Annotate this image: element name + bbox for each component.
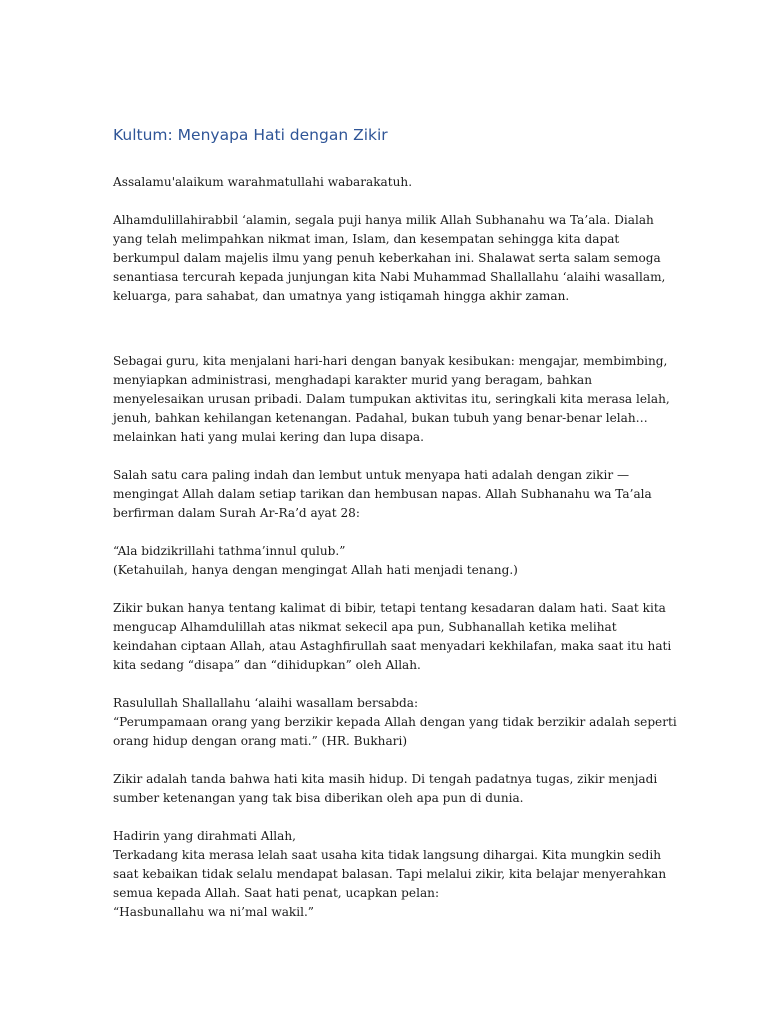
paragraph-line: Zikir adalah tanda bahwa hati kita masih hidup. Di tengah padatnya tugas, zikir menjadi — [113, 772, 658, 786]
paragraph-line: (Ketahuilah, hanya dengan mengingat Allah hati menjadi tenang.) — [113, 563, 518, 577]
paragraph-line: semua kepada Allah. Saat hati penat, ucapkan pelan: — [113, 886, 440, 900]
paragraph-line: menyiapkan administrasi, menghadapi karakter murid yang beragam, bahkan — [113, 373, 593, 387]
paragraph-line: senantiasa tercurah kepada junjungan kita Nabi Muhammad Shallallahu ‘alaihi wasallam, — [113, 270, 666, 284]
paragraph-line: yang telah melimpahkan nikmat iman, Islam, dan kesempatan sehingga kita dapat — [113, 232, 620, 246]
paragraph — [113, 466, 653, 523]
paragraph-line: Salah satu cara paling indah dan lembut untuk menyapa hati adalah dengan zikir — — [113, 468, 630, 482]
paragraph-line: jenuh, bahkan kehilangan ketenangan. Padahal, bukan tubuh yang benar-benar lelah… — [113, 411, 648, 425]
paragraph-line: melainkan hati yang mulai kering dan lupa disapa. — [113, 430, 424, 444]
paragraph-line: orang hidup dengan orang mati.” (HR. Bukhari) — [113, 734, 408, 748]
paragraph-line: Assalamu'alaikum warahmatullahi wabarakatuh. — [113, 175, 413, 189]
paragraph-line: “Perumpamaan orang yang berzikir kepada Allah dengan yang tidak berzikir adalah seperti — [113, 715, 677, 729]
document-title: Kultum: Menyapa Hati dengan Zikir — [113, 126, 388, 144]
paragraph-line: kita sedang “disapa” dan “dihidupkan” oleh Allah. — [113, 658, 421, 672]
paragraph — [113, 599, 672, 675]
paragraph-line: keindahan ciptaan Allah, atau Astaghfirullah saat menyadari kekhilafan, maka saat itu hati — [113, 639, 672, 653]
paragraph-line: menyelesaikan urusan pribadi. Dalam tumpukan aktivitas itu, seringkali kita merasa lelah, — [113, 392, 670, 406]
paragraph — [113, 542, 653, 580]
paragraph-line: sumber ketenangan yang tak bisa diberikan oleh apa pun di dunia. — [113, 791, 524, 805]
paragraph-line: “Ala bidzikrillahi tathma’innul qulub.” — [113, 544, 346, 558]
paragraph-line: Rasulullah Shallallahu ‘alaihi wasallam bersabda: — [113, 696, 419, 710]
paragraph-list — [113, 173, 677, 922]
paragraph — [113, 694, 677, 751]
paragraph-line: mengingat Allah dalam setiap tarikan dan hembusan napas. Allah Subhanahu wa Ta’ala — [113, 487, 652, 501]
paragraph-line: berkumpul dalam majelis ilmu yang penuh keberkahan ini. Shalawat serta salam semoga — [113, 251, 661, 265]
paragraph-line: berfirman dalam Surah Ar-Ra’d ayat 28: — [113, 506, 360, 520]
paragraph-line: Sebagai guru, kita menjalani hari-hari dengan banyak kesibukan: mengajar, membimbing, — [113, 354, 668, 368]
paragraph-line: mengucap Alhamdulillah atas nikmat sekecil apa pun, Subhanallah ketika melihat — [113, 620, 617, 634]
paragraph — [113, 770, 658, 808]
paragraph-line: saat kebaikan tidak selalu mendapat balasan. Tapi melalui zikir, kita belajar menyerahkan — [113, 867, 667, 881]
paragraph-line: Alhamdulillahirabbil ‘alamin, segala puji hanya milik Allah Subhanahu wa Ta’ala. Dialah — [113, 213, 654, 227]
paragraph — [113, 173, 653, 192]
paragraph-line: keluarga, para sahabat, dan umatnya yang istiqamah hingga akhir zaman. — [113, 289, 570, 303]
paragraph-line: “Hasbunallahu wa ni’mal wakil.” — [113, 905, 314, 919]
paragraph — [113, 352, 670, 447]
paragraph-line: Zikir bukan hanya tentang kalimat di bibir, tetapi tentang kesadaran dalam hati. Saat kita — [113, 601, 666, 615]
paragraph — [113, 827, 667, 922]
paragraph-line: Terkadang kita merasa lelah saat usaha kita tidak langsung dihargai. Kita mungkin sedih — [113, 848, 662, 862]
paragraph — [113, 211, 666, 306]
document-body — [113, 124, 677, 941]
paragraph-line: Hadirin yang dirahmati Allah, — [113, 829, 297, 843]
